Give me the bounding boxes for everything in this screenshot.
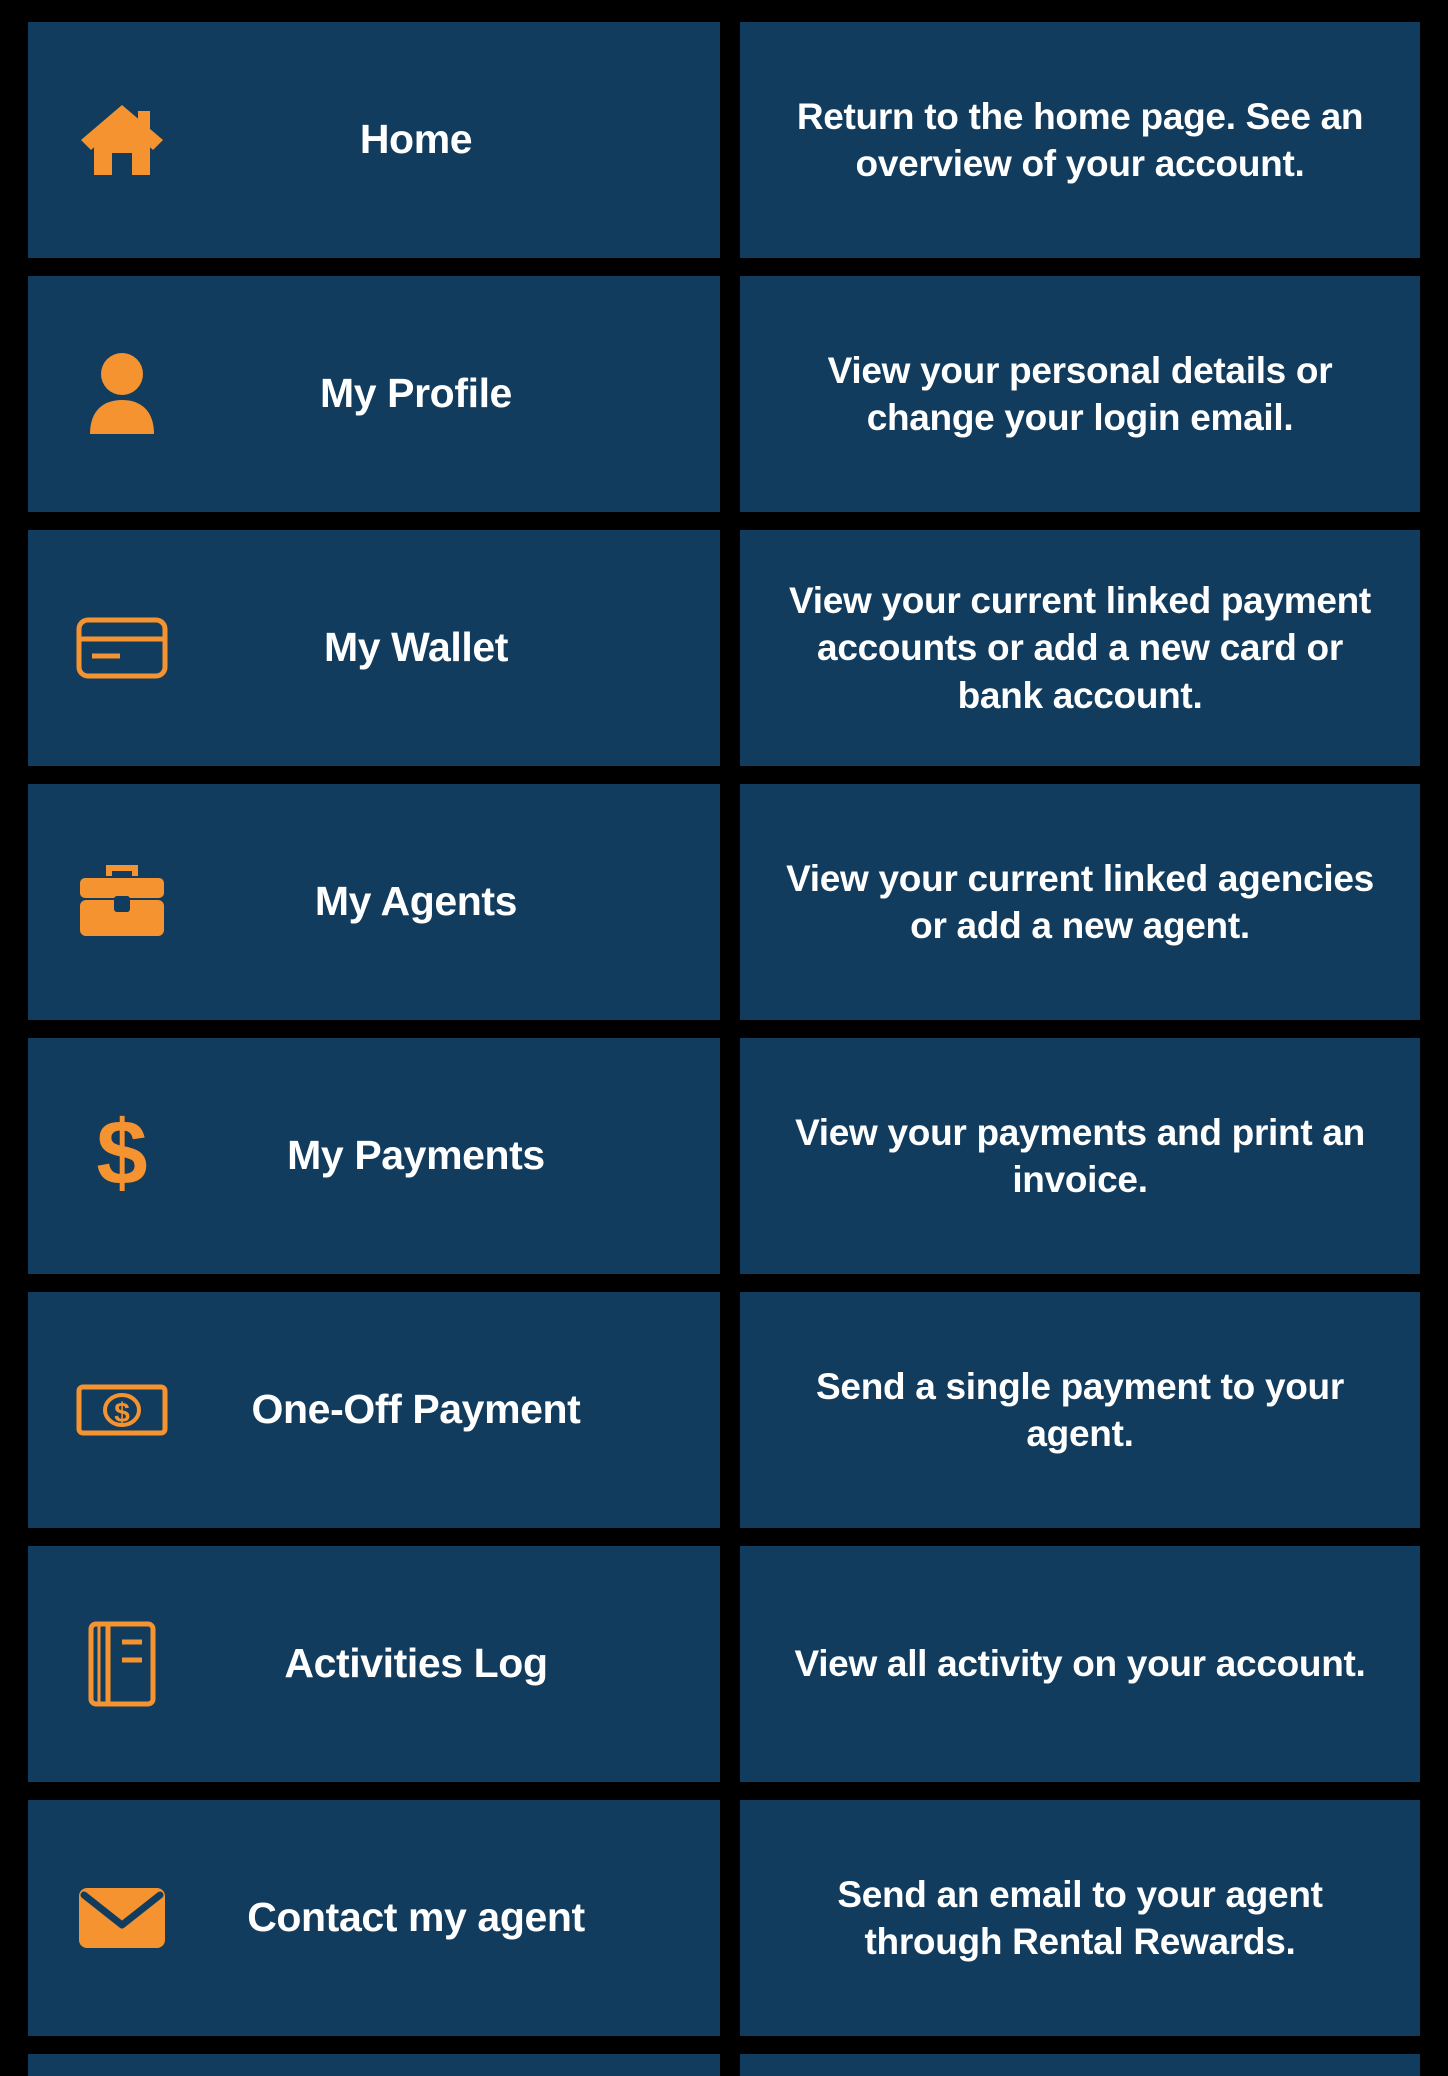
banknote-icon bbox=[62, 1384, 182, 1436]
menu-item-label: Contact my agent bbox=[247, 1894, 585, 1941]
menu-item-label: My Payments bbox=[287, 1132, 545, 1179]
book-icon bbox=[62, 1620, 182, 1708]
menu-item-description: View your personal details or change your login email. bbox=[827, 349, 1333, 438]
menu-row bbox=[28, 22, 1420, 258]
menu-item-label: My Wallet bbox=[324, 624, 508, 671]
menu-item-label: Home bbox=[359, 116, 473, 163]
menu-item-description-cell bbox=[740, 276, 1420, 512]
menu-item-activities-log[interactable] bbox=[28, 1546, 720, 1782]
menu-item-description: View your payments and print an invoice. bbox=[795, 1111, 1365, 1200]
menu-item-description-cell bbox=[740, 530, 1420, 766]
menu-item-description: Send a single payment to your agent. bbox=[816, 1365, 1344, 1454]
briefcase-icon bbox=[62, 864, 182, 940]
menu-item-description: Return to the home page. See an overview of your account. bbox=[796, 95, 1364, 184]
envelope-icon bbox=[62, 1885, 182, 1951]
menu-row bbox=[28, 1546, 1420, 1782]
menu-item-label: My Profile bbox=[320, 370, 512, 417]
svg-text:$: $ bbox=[96, 1108, 148, 1204]
menu-list bbox=[28, 22, 1420, 2076]
menu-item-description-cell bbox=[740, 1800, 1420, 2036]
menu-item-my-wallet[interactable] bbox=[28, 530, 720, 766]
menu-item-contact-my-agent[interactable] bbox=[28, 1800, 720, 2036]
dollar-sign-icon bbox=[62, 1108, 182, 1204]
menu-item-home[interactable] bbox=[28, 22, 720, 258]
menu-item-description-cell bbox=[740, 1038, 1420, 1274]
menu-item-description-cell bbox=[740, 1546, 1420, 1782]
credit-card-icon bbox=[62, 615, 182, 681]
menu-item-description: View your current linked agencies or add a new agent. bbox=[786, 857, 1374, 946]
menu-item-description: View your current linked payment accounts or add a new card or bank account. bbox=[789, 579, 1371, 716]
menu-row bbox=[28, 784, 1420, 1020]
menu-item-my-agents[interactable] bbox=[28, 784, 720, 1020]
menu-item-label: Activities Log bbox=[284, 1640, 548, 1687]
menu-item-one-off-payment[interactable] bbox=[28, 1292, 720, 1528]
menu-item-label: One-Off Payment bbox=[251, 1386, 581, 1433]
menu-item-description-cell-partial bbox=[740, 2054, 1420, 2076]
menu-item-description: Send an email to your agent through Rental Rewards. bbox=[837, 1873, 1323, 1962]
svg-text:$: $ bbox=[114, 1397, 130, 1428]
menu-item-description-cell bbox=[740, 784, 1420, 1020]
menu-item-label: My Agents bbox=[314, 878, 518, 925]
menu-item-description-cell bbox=[740, 22, 1420, 258]
menu-row bbox=[28, 530, 1420, 766]
menu-item-my-payments[interactable] bbox=[28, 1038, 720, 1274]
menu-row-partial bbox=[28, 2054, 1420, 2076]
user-icon bbox=[62, 352, 182, 436]
menu-item-my-profile[interactable] bbox=[28, 276, 720, 512]
home-icon bbox=[62, 101, 182, 179]
menu-row bbox=[28, 1800, 1420, 2036]
menu-item-description: View all activity on your account. bbox=[794, 1643, 1366, 1685]
menu-row bbox=[28, 1292, 1420, 1528]
menu-item-partial[interactable] bbox=[28, 2054, 720, 2076]
menu-row bbox=[28, 276, 1420, 512]
menu-row bbox=[28, 1038, 1420, 1274]
menu-item-description-cell bbox=[740, 1292, 1420, 1528]
